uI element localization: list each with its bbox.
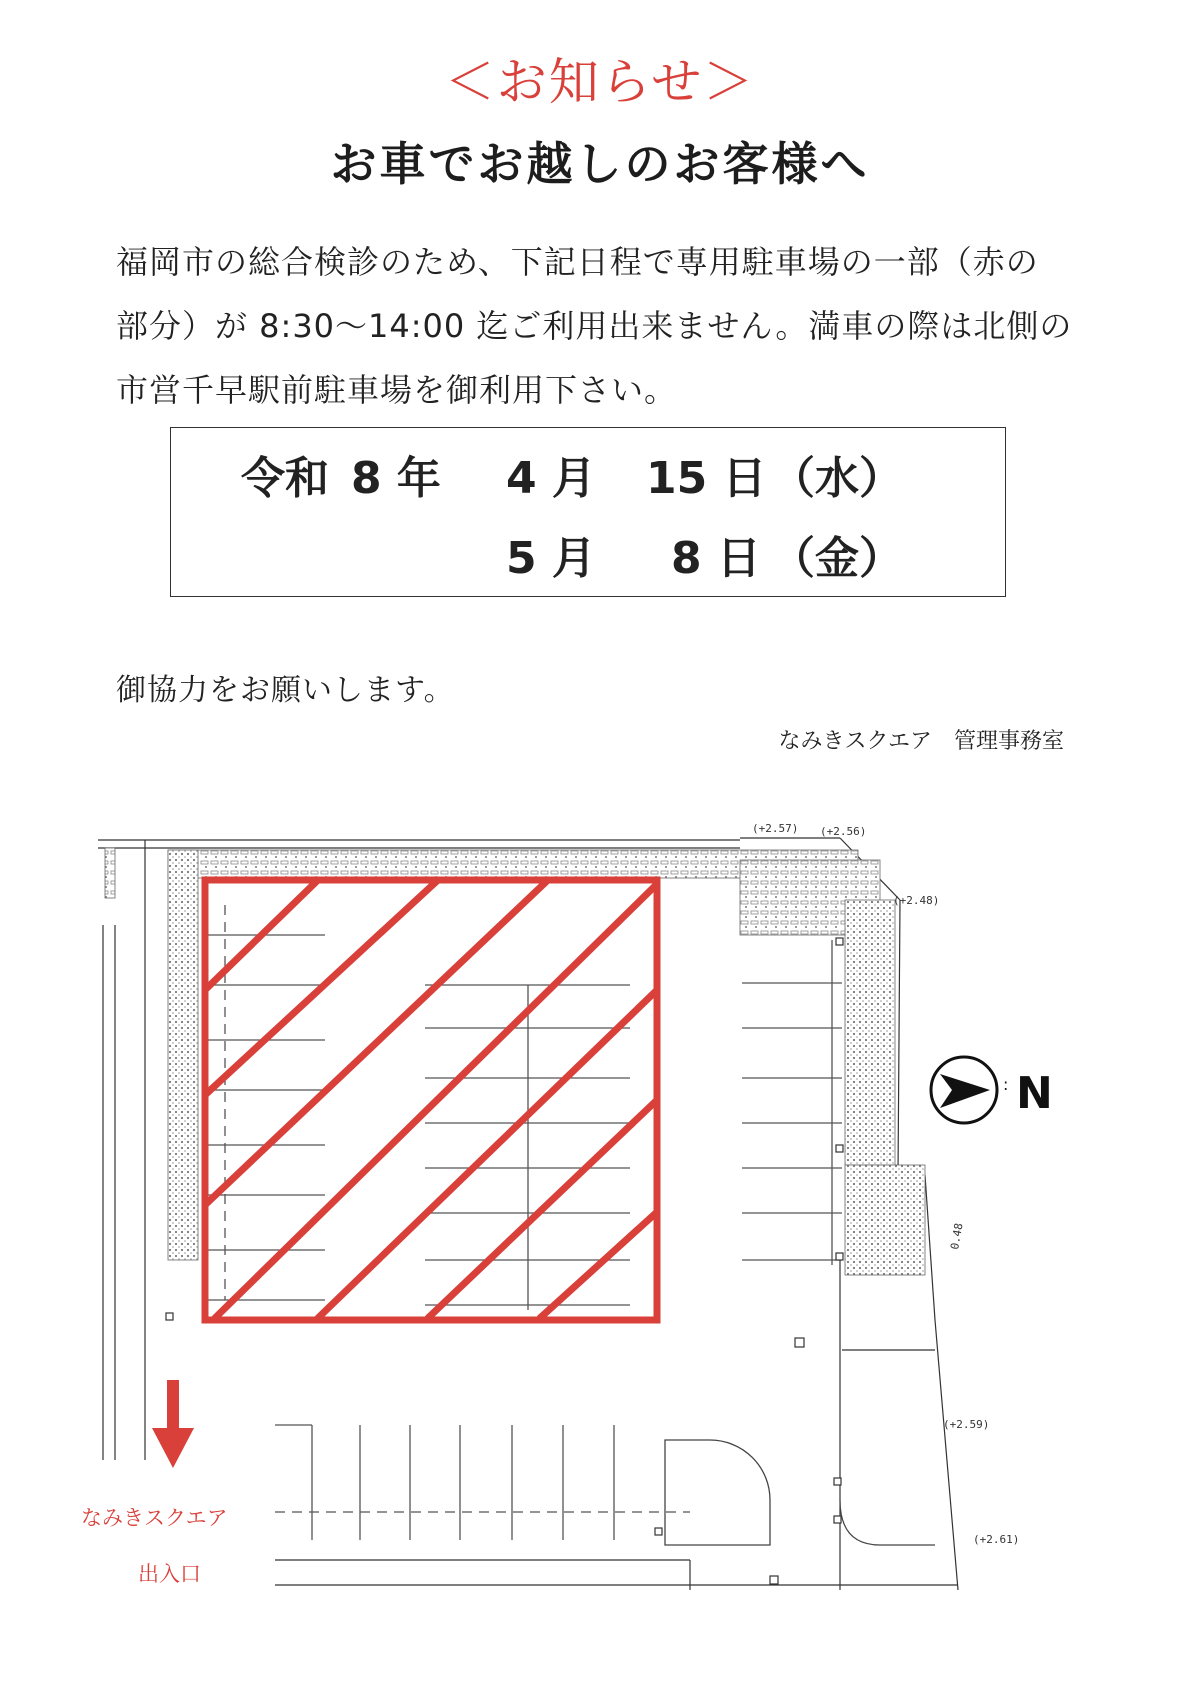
restricted-parking-area bbox=[205, 880, 657, 1320]
body-line: 部分）が 8:30～14:00 迄ご利用出来ません。満車の際は北側の bbox=[116, 307, 1073, 345]
date-month-1: 4 月 bbox=[506, 453, 596, 504]
date-era: 令和 bbox=[241, 453, 329, 504]
svg-text::: : bbox=[1003, 1075, 1009, 1094]
notice-heading: ＜お知らせ＞ bbox=[444, 53, 756, 111]
body-line: 市営千早駅前駐車場を御利用下さい。 bbox=[116, 371, 678, 409]
date-day-2: 8 日 bbox=[671, 533, 761, 584]
north-compass-icon bbox=[931, 1057, 1053, 1123]
elevation-label: (+2.56) bbox=[820, 825, 867, 838]
date-weekday-2: （金） bbox=[771, 533, 903, 584]
entrance-label: 出入口 bbox=[138, 1562, 201, 1586]
elevation-label: 0.48 bbox=[948, 1222, 966, 1251]
body-line: 福岡市の総合検診のため、下記日程で専用駐車場の一部（赤の bbox=[116, 243, 1039, 281]
closing-text: 御協力をお願いします。 bbox=[116, 673, 455, 708]
round-planter bbox=[665, 1440, 770, 1545]
elevation-label: (+2.61) bbox=[973, 1533, 1020, 1546]
elevation-label: (+2.57) bbox=[752, 822, 799, 835]
entrance-label: なみきスクエア bbox=[81, 1506, 228, 1530]
date-day-1: 15 日 bbox=[646, 453, 767, 504]
curb-curve bbox=[840, 1500, 935, 1545]
page-title: お車でお越しのお客様へ bbox=[330, 137, 870, 191]
elevation-label: (+2.48) bbox=[893, 894, 940, 907]
date-weekday-1: （水） bbox=[771, 453, 903, 504]
entrance-arrow bbox=[152, 1380, 194, 1468]
elevation-label: (+2.59) bbox=[943, 1418, 990, 1431]
date-month-2: 5 月 bbox=[506, 533, 596, 584]
north-label: N bbox=[1016, 1068, 1053, 1119]
signature: なみきスクエア 管理事務室 bbox=[778, 729, 1064, 754]
date-year: 8 年 bbox=[351, 453, 441, 504]
